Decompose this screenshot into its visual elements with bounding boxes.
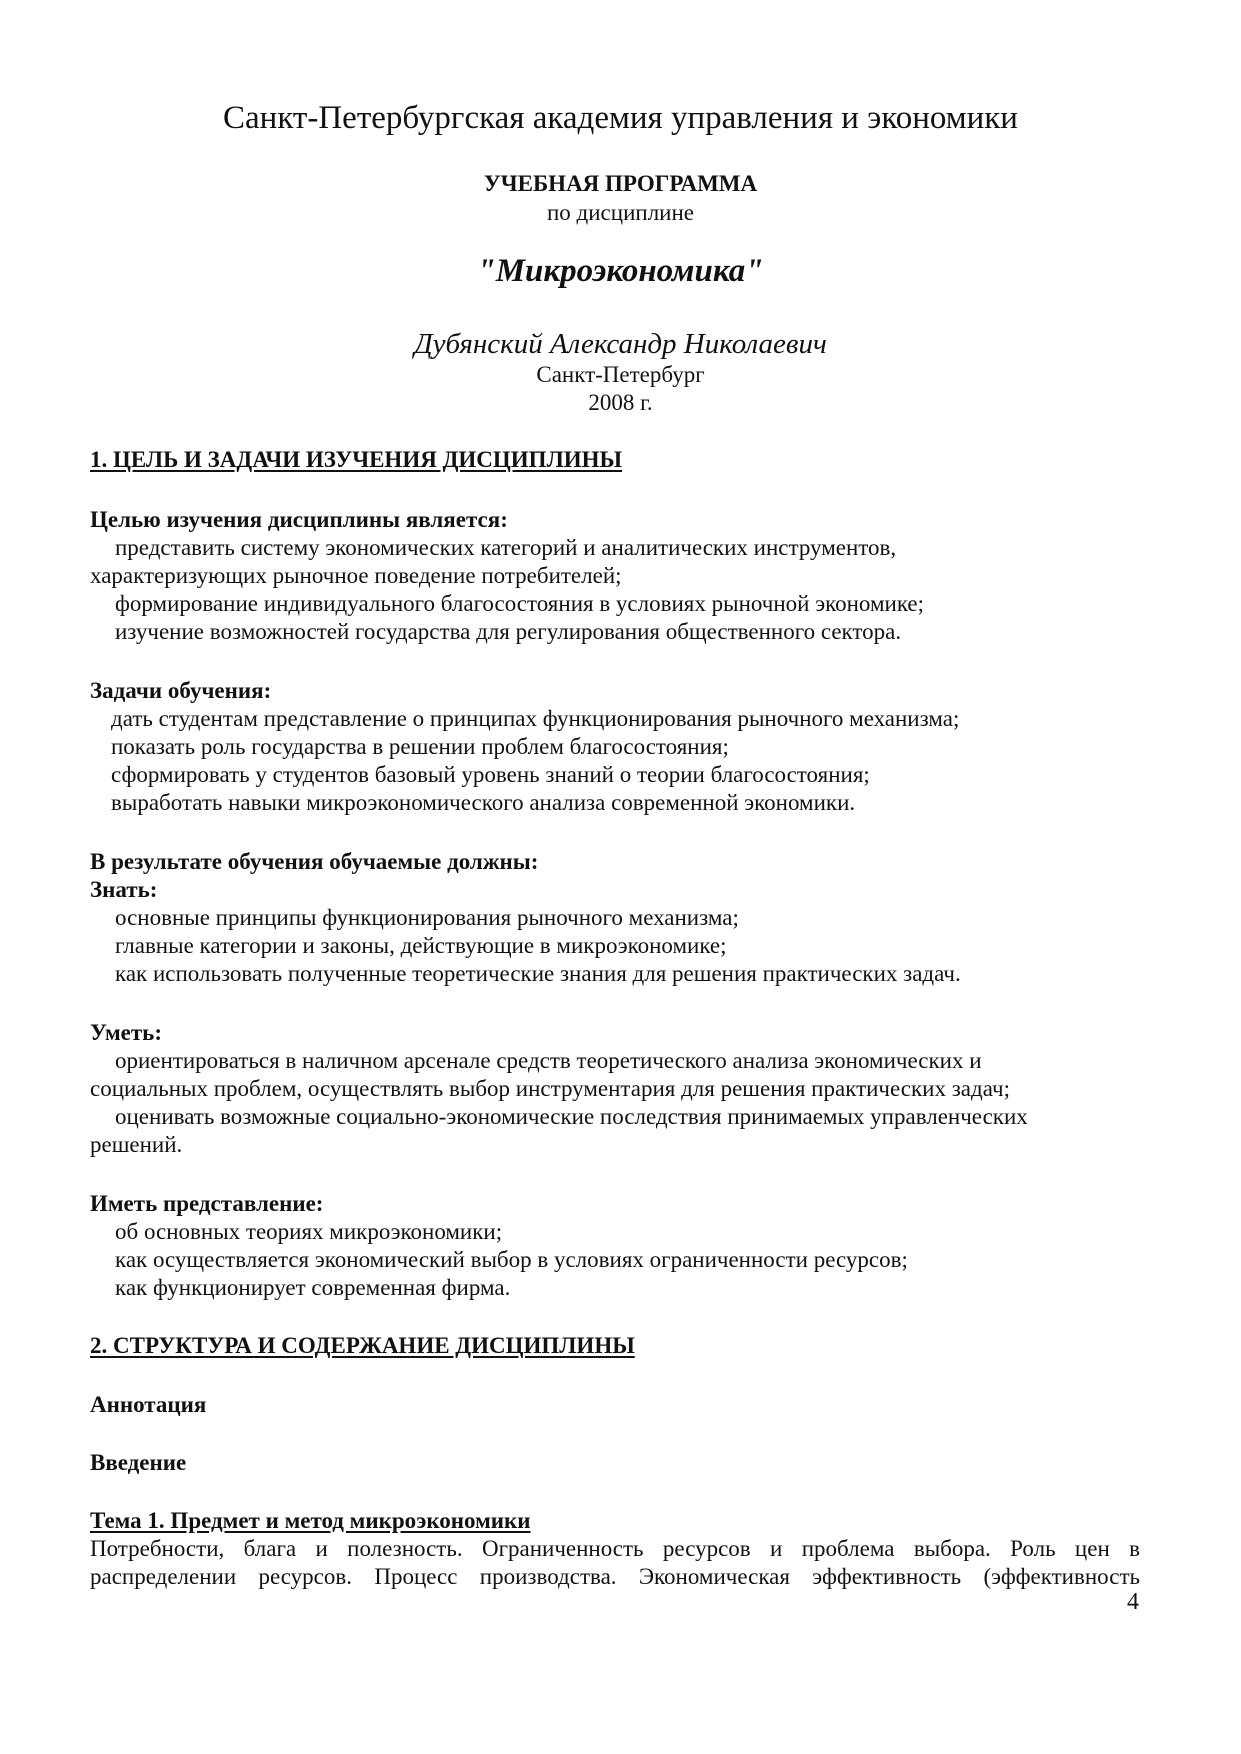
idea-line: как функционирует современная фирма. [115,1275,511,1300]
know-line: как использовать полученные теоретические знания для решения практических задач. [115,961,961,986]
section2-heading: 2. СТРУКТУРА И СОДЕРЖАНИЕ ДИСЦИПЛИНЫ [90,1333,635,1358]
goal-line: представить систему экономических категорий и аналитических инструментов, [115,535,897,560]
can-line: ориентироваться в наличном арсенале средств теоретического анализа экономических и [115,1048,982,1073]
know-heading: Знать: [90,877,158,902]
can-line: решений. [90,1132,183,1157]
goal-line: изучение возможностей государства для регулирования общественного сектора. [115,619,902,644]
tasks-line: показать роль государства в решении проблем благосостояния; [111,734,729,759]
tasks-heading: Задачи обучения: [90,678,272,703]
topic1-line: Потребности, блага и полезность. Ограниченность ресурсов и проблема выбора. Роль цен в [90,1536,1140,1561]
know-line: основные принципы функционирования рыночного механизма; [115,905,739,930]
topic1-paragraph [90,1535,1140,1591]
goal-line: характеризующих рыночное поведение потребителей; [90,563,622,588]
can-line: социальных проблем, осуществлять выбор инструментария для решения практических задач; [90,1076,1010,1101]
result-heading: В результате обучения обучаемые должны: [90,849,539,874]
topic1-heading: Тема 1. Предмет и метод микроэкономики [90,1508,531,1533]
academy-name: Санкт-Петербургская академия управления и экономики [223,100,1018,136]
section1-heading: 1. ЦЕЛЬ И ЗАДАЧИ ИЗУЧЕНИЯ ДИСЦИПЛИНЫ [90,447,623,472]
page-number: 4 [1127,1589,1139,1615]
year: 2008 г. [588,390,653,415]
topic1-line: распределении ресурсов. Процесс производства. Экономическая эффективность (эффективность [90,1564,1140,1589]
annotation-heading: Аннотация [90,1392,207,1417]
idea-line: об основных теориях микроэкономики; [115,1219,503,1244]
city: Санкт-Петербург [536,362,705,387]
tasks-line: сформировать у студентов базовый уровень знаний о теории благосостояния; [111,762,870,787]
author-name: Дубянский Александр Николаевич [414,328,827,360]
goal-heading: Целью изучения дисциплины является: [90,507,508,532]
can-line: оценивать возможные социально-экономические последствия принимаемых управленческих [115,1104,1028,1129]
idea-heading: Иметь представление: [90,1191,324,1216]
goal-line: формирование индивидуального благосостояния в условиях рыночной экономике; [115,591,925,616]
tasks-line: дать студентам представление о принципах функционирования рыночного механизма; [111,706,960,731]
program-label: УЧЕБНАЯ ПРОГРАММА [483,171,758,196]
tasks-line: выработать навыки микроэкономического анализа современной экономики. [111,790,856,815]
can-heading: Уметь: [90,1020,162,1045]
idea-line: как осуществляется экономический выбор в условиях ограниченности ресурсов; [115,1247,908,1272]
course-title: "Микроэкономика" [477,253,764,289]
introduction-heading: Введение [90,1450,187,1475]
discipline-prefix: по дисциплине [546,200,694,225]
know-line: главные категории и законы, действующие в микроэкономике; [115,933,727,958]
